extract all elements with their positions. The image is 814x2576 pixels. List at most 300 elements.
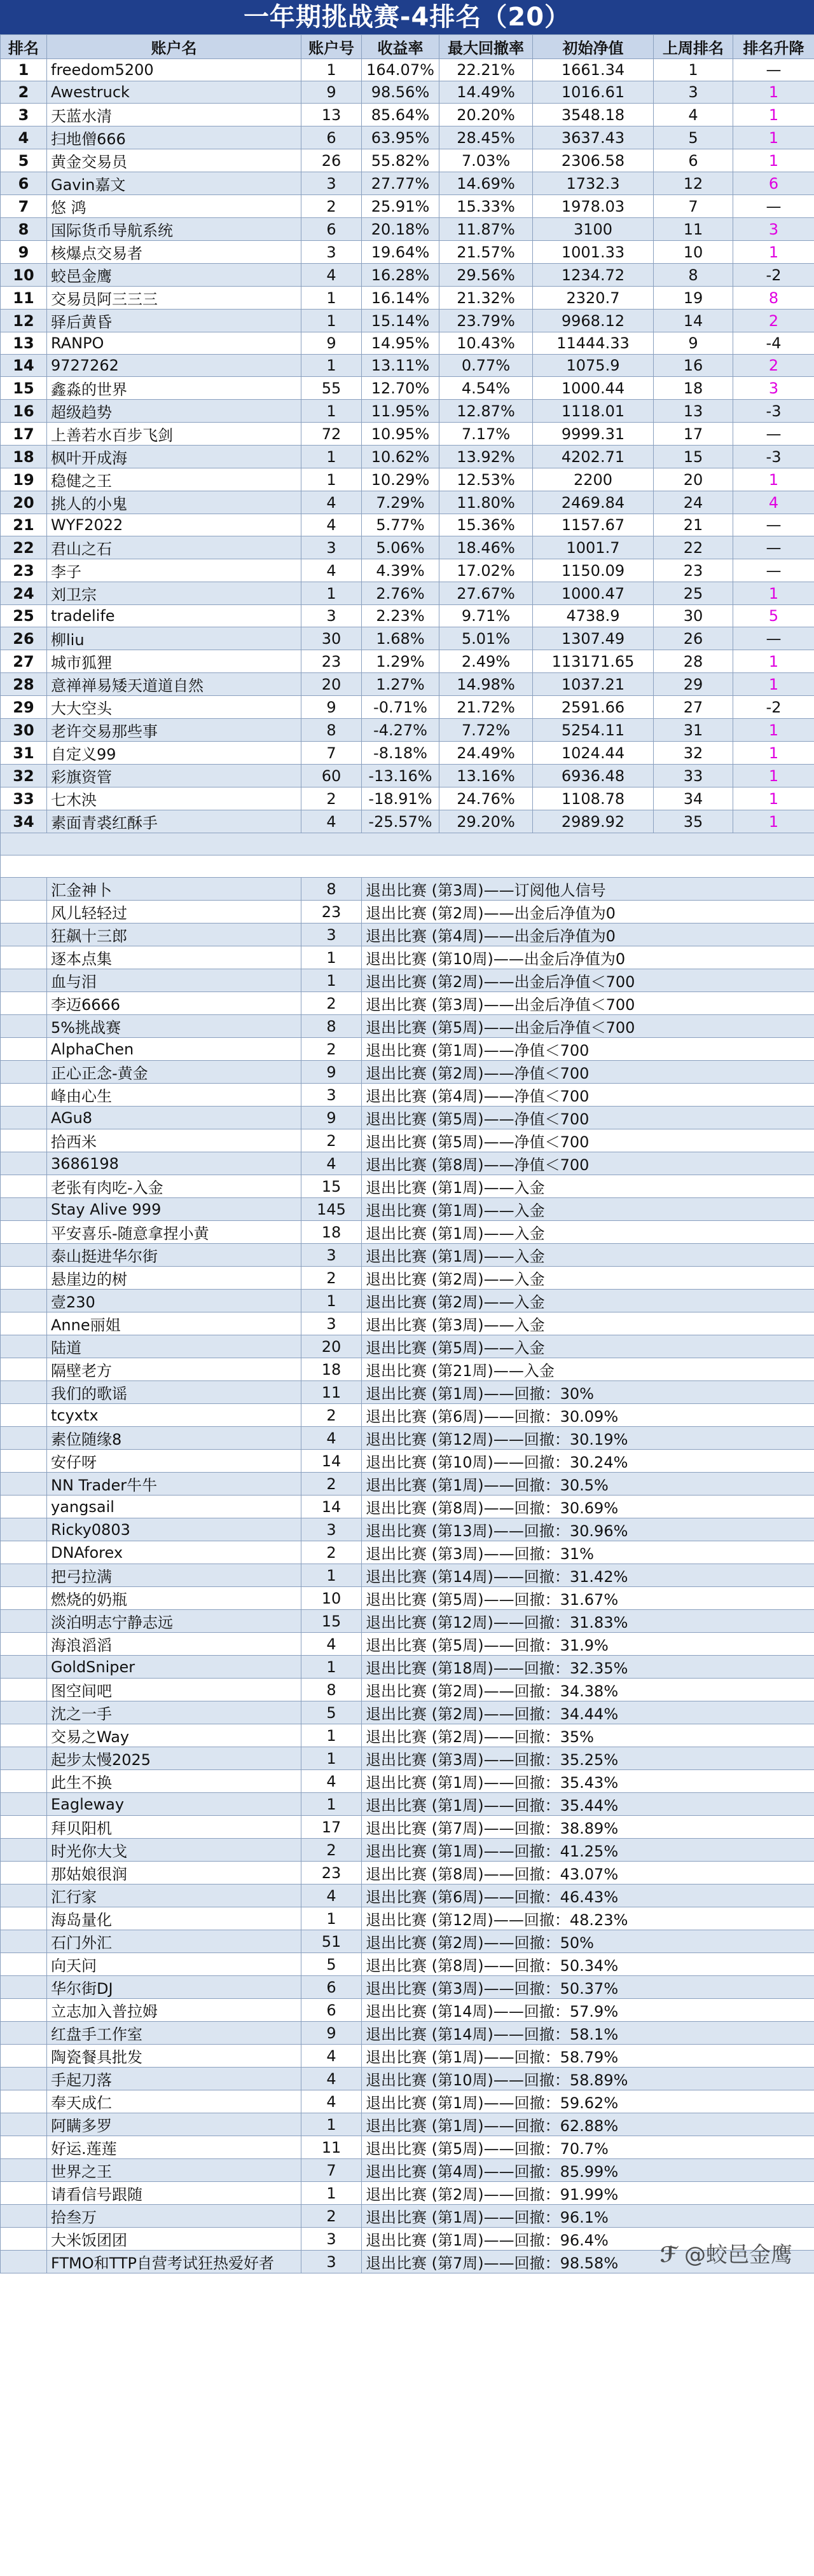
- cell-name: 李迈6666: [47, 992, 301, 1015]
- cell-last-rank: 30: [654, 605, 733, 627]
- exited-row: [1, 1450, 814, 1473]
- cell-rank-empty: [1, 1450, 47, 1473]
- cell-return: -0.71%: [362, 696, 439, 719]
- cell-name: Eagleway: [47, 1793, 301, 1816]
- table-row: [1, 650, 814, 673]
- cell-exit-reason: 退出比赛 (第2周)——回撤：91.99%: [362, 2182, 814, 2205]
- cell-exit-reason: 退出比赛 (第8周)——回撤：50.34%: [362, 1953, 814, 1976]
- cell-acct: 6: [301, 1976, 362, 1999]
- cell-drawdown: 21.72%: [439, 696, 533, 719]
- table-row: [1, 241, 814, 264]
- cell-name: 隔壁老方: [47, 1358, 301, 1381]
- cell-exit-reason: 退出比赛 (第12周)——回撤：48.23%: [362, 1907, 814, 1930]
- cell-name: 君山之石: [47, 536, 301, 559]
- cell-last-rank: 3: [654, 81, 733, 104]
- cell-change: 1: [733, 104, 814, 126]
- cell-return: 4.39%: [362, 559, 439, 582]
- cell-acct: 1: [301, 1564, 362, 1587]
- cell-change: 1: [733, 582, 814, 605]
- table-row: [1, 491, 814, 514]
- spacer-row: [1, 833, 814, 855]
- cell-acct: 8: [301, 1679, 362, 1701]
- cell-last-rank: 20: [654, 468, 733, 491]
- cell-return: 27.77%: [362, 172, 439, 195]
- table-row: [1, 719, 814, 742]
- cell-name: 风儿轻轻过: [47, 901, 301, 923]
- cell-initial: 1001.33: [533, 241, 654, 264]
- table-row: [1, 126, 814, 149]
- cell-acct: 5: [301, 1701, 362, 1724]
- cell-acct: 2: [301, 2205, 362, 2228]
- table-row: [1, 310, 814, 332]
- cell-initial: 1075.9: [533, 355, 654, 377]
- cell-rank: 30: [1, 719, 47, 742]
- cell-rank-empty: [1, 1175, 47, 1198]
- cell-rank: 25: [1, 605, 47, 627]
- cell-drawdown: 9.71%: [439, 605, 533, 627]
- exited-row: [1, 1335, 814, 1358]
- cell-drawdown: 29.56%: [439, 264, 533, 287]
- cell-initial: 2320.7: [533, 287, 654, 310]
- cell-acct: 1: [301, 446, 362, 468]
- cell-name: NN Trader牛牛: [47, 1473, 301, 1496]
- cell-acct: 4: [301, 559, 362, 582]
- cell-name: 奉天成仁: [47, 2090, 301, 2113]
- cell-acct: 4: [301, 514, 362, 536]
- cell-acct: 9: [301, 696, 362, 719]
- table-row: [1, 468, 814, 491]
- cell-acct: 51: [301, 1930, 362, 1953]
- cell-rank-empty: [1, 1587, 47, 1610]
- cell-name: 国际货币导航系统: [47, 218, 301, 241]
- cell-rank-empty: [1, 969, 47, 992]
- cell-exit-reason: 退出比赛 (第8周)——净值＜700: [362, 1152, 814, 1175]
- cell-change: 2: [733, 355, 814, 377]
- cell-last-rank: 1: [654, 59, 733, 81]
- table-row: [1, 377, 814, 400]
- spacer-row: [1, 855, 814, 878]
- cell-rank: 29: [1, 696, 47, 719]
- cell-exit-reason: 退出比赛 (第3周)——订阅他人信号: [362, 878, 814, 901]
- cell-acct: 1: [301, 582, 362, 605]
- cell-name: 拾叁万: [47, 2205, 301, 2228]
- cell-name: 大大空头: [47, 696, 301, 719]
- cell-acct: 6: [301, 218, 362, 241]
- cell-exit-reason: 退出比赛 (第5周)——回撤：70.7%: [362, 2136, 814, 2159]
- cell-exit-reason: 退出比赛 (第10周)——出金后净值为0: [362, 946, 814, 969]
- cell-drawdown: 13.92%: [439, 446, 533, 468]
- cell-rank-empty: [1, 1747, 47, 1770]
- cell-rank: 23: [1, 559, 47, 582]
- cell-initial: 2989.92: [533, 810, 654, 833]
- exited-row: [1, 1724, 814, 1747]
- cell-last-rank: 33: [654, 765, 733, 787]
- cell-drawdown: 14.69%: [439, 172, 533, 195]
- exited-row: [1, 1907, 814, 1930]
- spacer-rows: [1, 833, 814, 878]
- ranked-rows: [1, 59, 814, 833]
- cell-acct: 2: [301, 1267, 362, 1290]
- cell-change: 6: [733, 172, 814, 195]
- cell-drawdown: 13.16%: [439, 765, 533, 787]
- cell-name: 平安喜乐-随意拿捏小黄: [47, 1221, 301, 1244]
- table-row: [1, 104, 814, 126]
- exited-row: [1, 1427, 814, 1450]
- col-header-rank: 排名: [1, 35, 47, 59]
- cell-name: yangsail: [47, 1496, 301, 1518]
- cell-name: 七木泱: [47, 787, 301, 810]
- cell-rank-empty: [1, 1404, 47, 1427]
- cell-acct: 1: [301, 1290, 362, 1312]
- cell-return: -8.18%: [362, 742, 439, 765]
- cell-acct: 6: [301, 1999, 362, 2022]
- cell-name: 海浪滔滔: [47, 1633, 301, 1656]
- cell-acct: 3: [301, 2228, 362, 2251]
- cell-last-rank: 12: [654, 172, 733, 195]
- col-header-initial: 初始净值: [533, 35, 654, 59]
- exited-row: [1, 1953, 814, 1976]
- exited-row: [1, 2182, 814, 2205]
- exited-row: [1, 2205, 814, 2228]
- watermark: [660, 2237, 792, 2268]
- cell-drawdown: 17.02%: [439, 559, 533, 582]
- exited-row: [1, 1518, 814, 1541]
- cell-initial: 9999.31: [533, 423, 654, 446]
- exited-row: [1, 2159, 814, 2182]
- cell-change: —: [733, 195, 814, 218]
- cell-name: 彩旗资管: [47, 765, 301, 787]
- cell-initial: 2306.58: [533, 149, 654, 172]
- cell-acct: 20: [301, 673, 362, 696]
- cell-initial: 4738.9: [533, 605, 654, 627]
- cell-rank-empty: [1, 1381, 47, 1404]
- cell-name: 自定义99: [47, 742, 301, 765]
- cell-exit-reason: 退出比赛 (第6周)——回撤：30.09%: [362, 1404, 814, 1427]
- cell-last-rank: 32: [654, 742, 733, 765]
- cell-name: 大米饭团团: [47, 2228, 301, 2251]
- cell-change: 3: [733, 377, 814, 400]
- cell-exit-reason: 退出比赛 (第1周)——回撤：35.44%: [362, 1793, 814, 1816]
- cell-rank-empty: [1, 1038, 47, 1061]
- table-row: [1, 218, 814, 241]
- page-title: 一年期挑战赛-4排名（20）: [0, 0, 814, 34]
- cell-drawdown: 11.80%: [439, 491, 533, 514]
- cell-acct: 1: [301, 400, 362, 423]
- cell-name: tradelife: [47, 605, 301, 627]
- cell-change: 3: [733, 218, 814, 241]
- cell-initial: 1108.78: [533, 787, 654, 810]
- cell-exit-reason: 退出比赛 (第21周)——入金: [362, 1358, 814, 1381]
- cell-acct: 4: [301, 1152, 362, 1175]
- cell-last-rank: 18: [654, 377, 733, 400]
- cell-return: 5.06%: [362, 536, 439, 559]
- cell-rank: 18: [1, 446, 47, 468]
- exited-row: [1, 1358, 814, 1381]
- cell-rank-empty: [1, 1312, 47, 1335]
- cell-name: 交易之Way: [47, 1724, 301, 1747]
- cell-name: AGu8: [47, 1107, 301, 1129]
- cell-drawdown: 14.98%: [439, 673, 533, 696]
- cell-change: —: [733, 514, 814, 536]
- table-row: [1, 149, 814, 172]
- cell-acct: 2: [301, 1038, 362, 1061]
- cell-rank-empty: [1, 1015, 47, 1038]
- cell-initial: 1978.03: [533, 195, 654, 218]
- table-row: [1, 287, 814, 310]
- cell-return: 2.76%: [362, 582, 439, 605]
- table-row: [1, 59, 814, 81]
- cell-return: 10.95%: [362, 423, 439, 446]
- cell-exit-reason: 退出比赛 (第1周)——回撤：96.4%: [362, 2228, 814, 2251]
- cell-rank: 32: [1, 765, 47, 787]
- cell-drawdown: 7.17%: [439, 423, 533, 446]
- col-header-drawdown: 最大回撤率: [439, 35, 533, 59]
- cell-name: 拾西米: [47, 1129, 301, 1152]
- cell-acct: 1: [301, 2182, 362, 2205]
- cell-acct: 18: [301, 1221, 362, 1244]
- cell-rank: 34: [1, 810, 47, 833]
- cell-change: 1: [733, 149, 814, 172]
- cell-rank-empty: [1, 1198, 47, 1221]
- cell-exit-reason: 退出比赛 (第1周)——回撤：30.5%: [362, 1473, 814, 1496]
- exited-row: [1, 1587, 814, 1610]
- cell-acct: 1: [301, 1793, 362, 1816]
- cell-initial: 2200: [533, 468, 654, 491]
- cell-exit-reason: 退出比赛 (第1周)——回撤：35.43%: [362, 1770, 814, 1793]
- cell-drawdown: 14.49%: [439, 81, 533, 104]
- cell-name: 挑人的小鬼: [47, 491, 301, 514]
- cell-exit-reason: 退出比赛 (第7周)——回撤：98.58%: [362, 2251, 814, 2273]
- cell-name: 拜贝阳机: [47, 1816, 301, 1839]
- cell-return: 20.18%: [362, 218, 439, 241]
- cell-return: 1.27%: [362, 673, 439, 696]
- table-row: [1, 810, 814, 833]
- cell-acct: 8: [301, 1015, 362, 1038]
- cell-exit-reason: 退出比赛 (第2周)——回撤：50%: [362, 1930, 814, 1953]
- cell-return: -4.27%: [362, 719, 439, 742]
- cell-rank-empty: [1, 1656, 47, 1679]
- cell-name: Ricky0803: [47, 1518, 301, 1541]
- cell-exit-reason: 退出比赛 (第7周)——回撤：38.89%: [362, 1816, 814, 1839]
- cell-acct: 1: [301, 310, 362, 332]
- cell-name: 狂飙十三郎: [47, 923, 301, 946]
- cell-acct: 3: [301, 241, 362, 264]
- cell-drawdown: 27.67%: [439, 582, 533, 605]
- exited-row: [1, 1152, 814, 1175]
- cell-last-rank: 21: [654, 514, 733, 536]
- cell-exit-reason: 退出比赛 (第4周)——出金后净值为0: [362, 923, 814, 946]
- cell-last-rank: 23: [654, 559, 733, 582]
- cell-change: 1: [733, 468, 814, 491]
- cell-initial: 9968.12: [533, 310, 654, 332]
- table-row: [1, 765, 814, 787]
- cell-name: 时光你大戈: [47, 1839, 301, 1862]
- cell-exit-reason: 退出比赛 (第1周)——入金: [362, 1175, 814, 1198]
- cell-drawdown: 7.03%: [439, 149, 533, 172]
- cell-rank-empty: [1, 1679, 47, 1701]
- cell-drawdown: 22.21%: [439, 59, 533, 81]
- cell-initial: 1037.21: [533, 673, 654, 696]
- exited-row: [1, 2068, 814, 2090]
- cell-rank-empty: [1, 2159, 47, 2182]
- exited-row: [1, 1290, 814, 1312]
- cell-acct: 2: [301, 195, 362, 218]
- cell-return: 1.68%: [362, 627, 439, 650]
- table-row: [1, 264, 814, 287]
- exited-row: [1, 2022, 814, 2045]
- cell-initial: 2469.84: [533, 491, 654, 514]
- cell-exit-reason: 退出比赛 (第5周)——回撤：31.9%: [362, 1633, 814, 1656]
- cell-acct: 1: [301, 969, 362, 992]
- cell-acct: 11: [301, 2136, 362, 2159]
- cell-acct: 1: [301, 946, 362, 969]
- cell-exit-reason: 退出比赛 (第4周)——净值＜700: [362, 1084, 814, 1107]
- cell-name: 起步太慢2025: [47, 1747, 301, 1770]
- exited-row: [1, 1473, 814, 1496]
- cell-name: 老许交易那些事: [47, 719, 301, 742]
- cell-last-rank: 24: [654, 491, 733, 514]
- cell-rank: 9: [1, 241, 47, 264]
- cell-rank-empty: [1, 1221, 47, 1244]
- cell-rank-empty: [1, 992, 47, 1015]
- cell-initial: 1000.47: [533, 582, 654, 605]
- cell-return: 2.23%: [362, 605, 439, 627]
- cell-exit-reason: 退出比赛 (第3周)——回撤：35.25%: [362, 1747, 814, 1770]
- cell-rank-empty: [1, 1976, 47, 1999]
- snowball-logo-icon: ℱ: [659, 2242, 678, 2268]
- cell-last-rank: 28: [654, 650, 733, 673]
- cell-rank-empty: [1, 2182, 47, 2205]
- cell-rank-empty: [1, 1953, 47, 1976]
- cell-drawdown: 12.87%: [439, 400, 533, 423]
- exited-row: [1, 946, 814, 969]
- cell-name: 9727262: [47, 355, 301, 377]
- cell-exit-reason: 退出比赛 (第5周)——净值＜700: [362, 1129, 814, 1152]
- exited-row: [1, 1381, 814, 1404]
- exited-row: [1, 901, 814, 923]
- cell-name: 素位随缘8: [47, 1427, 301, 1450]
- cell-name: 壹230: [47, 1290, 301, 1312]
- table-row: [1, 423, 814, 446]
- exited-row: [1, 1999, 814, 2022]
- cell-exit-reason: 退出比赛 (第13周)——回撤：30.96%: [362, 1518, 814, 1541]
- cell-return: 164.07%: [362, 59, 439, 81]
- col-header-name: 账户名: [47, 35, 301, 59]
- exited-row: [1, 2045, 814, 2068]
- cell-exit-reason: 退出比赛 (第1周)——回撤：41.25%: [362, 1839, 814, 1862]
- cell-name: GoldSniper: [47, 1656, 301, 1679]
- cell-name: 好运.莲莲: [47, 2136, 301, 2159]
- cell-rank: 33: [1, 787, 47, 810]
- exited-row: [1, 1930, 814, 1953]
- cell-exit-reason: 退出比赛 (第14周)——回撤：57.9%: [362, 1999, 814, 2022]
- cell-name: 立志加入普拉姆: [47, 1999, 301, 2022]
- cell-change: 1: [733, 650, 814, 673]
- table-row: [1, 446, 814, 468]
- cell-last-rank: 10: [654, 241, 733, 264]
- cell-exit-reason: 退出比赛 (第2周)——回撤：34.38%: [362, 1679, 814, 1701]
- exited-row: [1, 1793, 814, 1816]
- cell-rank-empty: [1, 1633, 47, 1656]
- cell-acct: 2: [301, 992, 362, 1015]
- cell-return: -18.91%: [362, 787, 439, 810]
- cell-name: AlphaChen: [47, 1038, 301, 1061]
- cell-initial: 1661.34: [533, 59, 654, 81]
- exited-row: [1, 1244, 814, 1267]
- cell-rank: 8: [1, 218, 47, 241]
- cell-initial: 1001.7: [533, 536, 654, 559]
- cell-exit-reason: 退出比赛 (第10周)——回撤：58.89%: [362, 2068, 814, 2090]
- exited-row: [1, 1656, 814, 1679]
- cell-drawdown: 2.49%: [439, 650, 533, 673]
- cell-acct: 4: [301, 2045, 362, 2068]
- cell-drawdown: 23.79%: [439, 310, 533, 332]
- cell-exit-reason: 退出比赛 (第3周)——回撤：50.37%: [362, 1976, 814, 1999]
- cell-return: 55.82%: [362, 149, 439, 172]
- cell-acct: 3: [301, 1244, 362, 1267]
- col-header-return: 收益率: [362, 35, 439, 59]
- exited-rows: [1, 878, 814, 2273]
- cell-acct: 9: [301, 332, 362, 355]
- exited-row: [1, 1701, 814, 1724]
- cell-name: 那姑娘很润: [47, 1862, 301, 1884]
- cell-rank-empty: [1, 1862, 47, 1884]
- cell-name: 血与泪: [47, 969, 301, 992]
- cell-exit-reason: 退出比赛 (第3周)——入金: [362, 1312, 814, 1335]
- table-row: [1, 742, 814, 765]
- cell-acct: 3: [301, 172, 362, 195]
- cell-drawdown: 0.77%: [439, 355, 533, 377]
- cell-acct: 7: [301, 2159, 362, 2182]
- cell-last-rank: 5: [654, 126, 733, 149]
- cell-exit-reason: 退出比赛 (第1周)——回撤：96.1%: [362, 2205, 814, 2228]
- cell-name: DNAforex: [47, 1541, 301, 1564]
- cell-acct: 3: [301, 1312, 362, 1335]
- exited-row: [1, 1610, 814, 1633]
- cell-rank: 15: [1, 377, 47, 400]
- cell-acct: 55: [301, 377, 362, 400]
- cell-return: 14.95%: [362, 332, 439, 355]
- cell-drawdown: 15.36%: [439, 514, 533, 536]
- cell-initial: 1150.09: [533, 559, 654, 582]
- cell-change: 1: [733, 742, 814, 765]
- exited-row: [1, 2113, 814, 2136]
- cell-change: 1: [733, 241, 814, 264]
- cell-rank-empty: [1, 1107, 47, 1129]
- cell-acct: 9: [301, 1061, 362, 1084]
- cell-name: 天蓝水清: [47, 104, 301, 126]
- exited-row: [1, 1564, 814, 1587]
- table-row: [1, 355, 814, 377]
- cell-name: freedom5200: [47, 59, 301, 81]
- cell-acct: 9: [301, 1107, 362, 1129]
- exited-row: [1, 923, 814, 946]
- cell-exit-reason: 退出比赛 (第14周)——回撤：31.42%: [362, 1564, 814, 1587]
- cell-acct: 60: [301, 765, 362, 787]
- cell-rank: 22: [1, 536, 47, 559]
- cell-rank-empty: [1, 1839, 47, 1862]
- cell-name: 向天问: [47, 1953, 301, 1976]
- cell-return: 98.56%: [362, 81, 439, 104]
- cell-drawdown: 24.49%: [439, 742, 533, 765]
- table-row: [1, 696, 814, 719]
- cell-acct: 1: [301, 355, 362, 377]
- cell-acct: 14: [301, 1496, 362, 1518]
- cell-return: 85.64%: [362, 104, 439, 126]
- cell-name: 华尔街DJ: [47, 1976, 301, 1999]
- exited-row: [1, 1175, 814, 1198]
- cell-exit-reason: 退出比赛 (第1周)——净值＜700: [362, 1038, 814, 1061]
